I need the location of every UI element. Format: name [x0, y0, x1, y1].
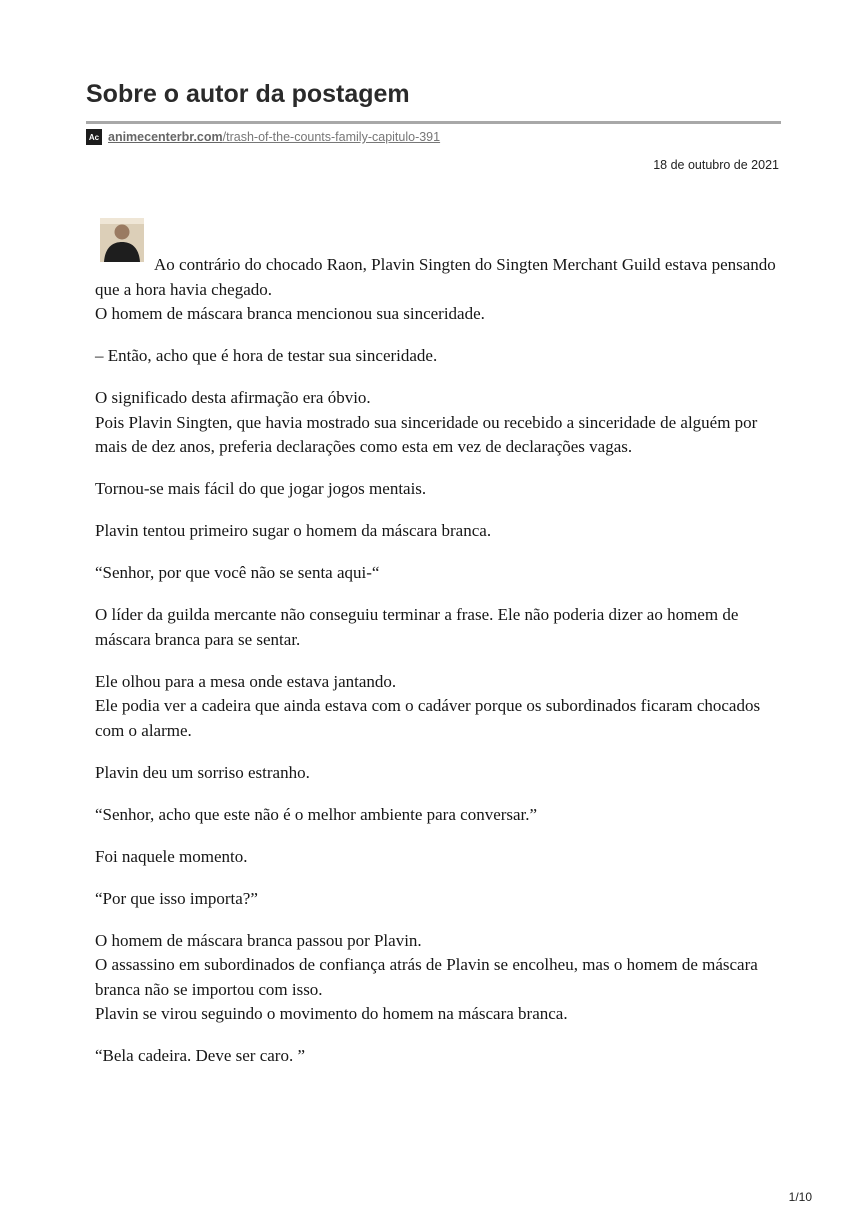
paragraph-line: “Senhor, por que você não se senta aqui-“ [95, 563, 380, 582]
article-paragraph [95, 477, 785, 502]
paragraph-line: Foi naquele momento. [95, 846, 248, 866]
paragraph-line: “Por que isso importa?” [95, 888, 258, 908]
source-line [86, 129, 440, 145]
article-paragraph [95, 845, 785, 870]
title-divider [86, 121, 781, 124]
article-paragraph [95, 344, 785, 369]
article-paragraph [95, 386, 785, 460]
article-paragraph [95, 761, 785, 786]
post-date: 18 de outubro de 2021 [653, 158, 779, 172]
article-paragraph [95, 803, 785, 828]
paragraph-line: O homem de máscara branca mencionou sua sinceridade. [95, 304, 485, 323]
paragraph-line: Ele olhou para a mesa onde estava jantando. [95, 671, 397, 691]
paragraph-line: Plavin deu um sorriso estranho. [95, 762, 310, 782]
paragraph-line: Plavin tentou primeiro sugar o homem da máscara branca. [95, 521, 492, 540]
article-paragraph [95, 253, 785, 327]
paragraph-line: O significado desta afirmação era óbvio. [95, 388, 371, 407]
paragraph-line: O homem de máscara branca passou por Plavin. [95, 930, 422, 950]
paragraph-line: Tornou-se mais fácil do que jogar jogos mentais. [95, 479, 427, 498]
page-number: 1/10 [788, 1190, 812, 1204]
article-paragraph [95, 603, 785, 652]
paragraph-line: Plavin se virou seguindo o movimento do homem na máscara branca. [95, 1004, 568, 1023]
paragraph-line: “Senhor, acho que este não é o melhor ambiente para conversar.” [95, 804, 538, 824]
paragraph-line: O assassino em subordinados de confiança atrás de Plavin se encolheu, mas o homem de máscara branca não se importou com isso. [95, 955, 758, 999]
paragraph-line: Pois Plavin Singten, que havia mostrado sua sinceridade ou recebido a sinceridade de alguém por mais de dez anos, preferia declarações como esta em vez de declarações vagas. [95, 412, 758, 456]
article-paragraph [95, 561, 785, 586]
source-path-link[interactable]: /trash-of-the-counts-family-capitulo-391 [222, 130, 441, 144]
article-paragraph [95, 519, 785, 544]
article-paragraph [95, 670, 785, 744]
paragraph-line: Ao contrário do chocado Raon, Plavin Singten do Singten Merchant Guild estava pensando que a hora havia chegado. [95, 255, 776, 299]
paragraph-line: “Bela cadeira. Deve ser caro. ” [95, 1046, 306, 1065]
article-paragraph [95, 1044, 785, 1069]
article-paragraph [95, 929, 785, 1027]
page-title: Sobre o autor da postagem [86, 80, 410, 108]
paragraph-line: Ele podia ver a cadeira que ainda estava com o cadáver porque os subordinados ficaram chocados com o alarme. [95, 696, 761, 740]
paragraph-line: – Então, acho que é hora de testar sua sinceridade. [95, 346, 438, 365]
paragraph-line: O líder da guilda mercante não conseguiu terminar a frase. Ele não poderia dizer ao homem de máscara branca para se sentar. [95, 605, 739, 649]
article-body [95, 253, 785, 1086]
source-domain-link[interactable]: animecenterbr.com [108, 130, 223, 144]
article-paragraph [95, 887, 785, 912]
site-logo-icon: Ac [86, 129, 102, 145]
